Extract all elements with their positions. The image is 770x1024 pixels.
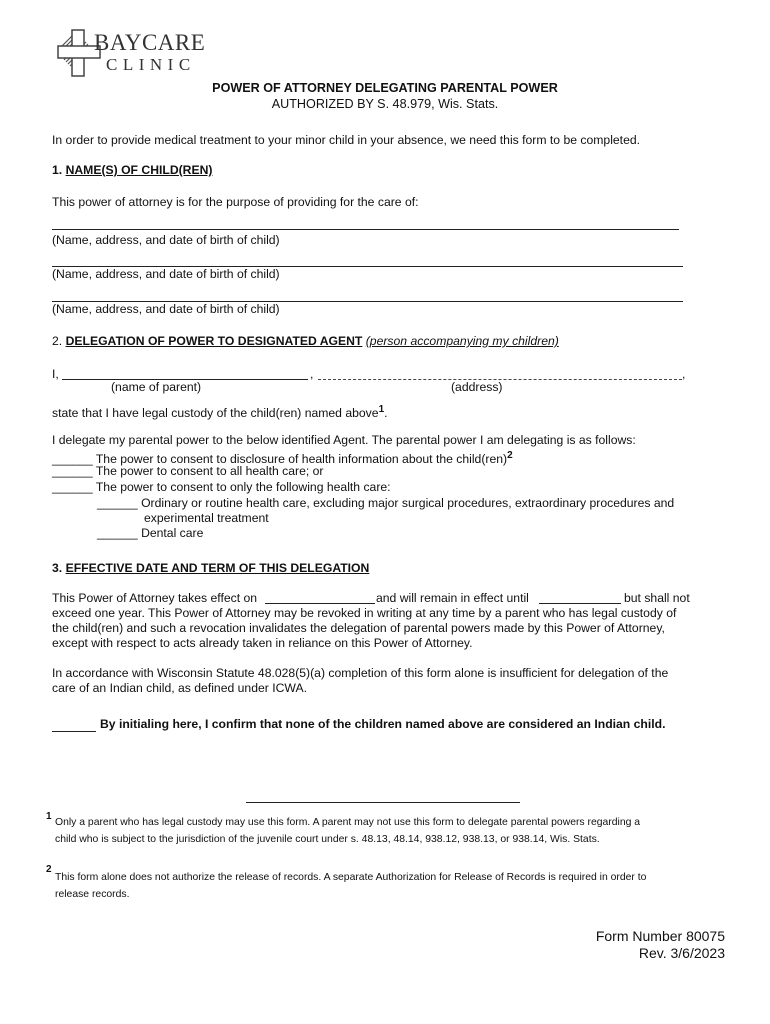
logo-text-clinic: CLINIC [106, 55, 196, 74]
section-2-note: (person accompanying my children) [365, 334, 559, 348]
page-subtitle: AUTHORIZED BY S. 48.979, Wis. Stats. [271, 97, 499, 111]
child-2-label: (Name, address, and date of birth of child) [52, 267, 280, 281]
icwa-confirm-text: By initialing here, I confirm that none of the children named above are considered an Indian child. [100, 717, 666, 731]
footnote-1-line-2: child who is subject to the jurisdiction of the juvenile court under s. 48.13, 48.14, 938.12, 938.13, or 938.14, Wis. Stats. [55, 834, 600, 845]
footnote-2-number: 2 [46, 864, 52, 875]
suboption-routine[interactable] [97, 496, 674, 511]
option-disclosure-text: The power to consent to disclosure of health information about the child(ren) [95, 452, 508, 466]
child-1-line[interactable] [52, 229, 679, 230]
option-following-care-text: The power to consent to only the following health care: [95, 480, 391, 494]
term-text-3: the child(ren) and such a revocation invalidates the delegation of parental powers made by this Power of Attorney, [52, 621, 665, 635]
custody-period: . [384, 406, 388, 420]
footnote-ref-1: 1 [378, 404, 385, 415]
section-3-title: EFFECTIVE DATE AND TERM OF THIS DELEGATION [65, 561, 370, 575]
suboption-dental-text: Dental care [141, 526, 204, 540]
footnote-1-line-1: Only a parent who has legal custody may use this form. A parent may not use this form to delegate parental powers regarding a [55, 817, 641, 828]
option-disclosure-blank[interactable]: ______ [52, 452, 93, 466]
page-title: POWER OF ATTORNEY DELEGATING PARENTAL POWER [212, 81, 558, 95]
effective-date-line[interactable] [265, 603, 375, 604]
section-2-number: 2. [52, 334, 63, 348]
footnote-ref-2: 2 [507, 450, 513, 461]
parent-comma: , [310, 367, 314, 381]
footnote-2-line-2: release records. [55, 889, 130, 900]
section-2-heading [52, 334, 559, 349]
initial-line[interactable] [52, 731, 96, 732]
suboption-routine-text: Ordinary or routine health care, excluding major surgical procedures, extraordinary procedures and [141, 496, 675, 510]
section-1-title: NAME(S) OF CHILD(REN) [65, 163, 213, 177]
child-3-label: (Name, address, and date of birth of child) [52, 302, 280, 316]
option-all-care-blank[interactable]: ______ [52, 464, 93, 478]
custody-statement [52, 402, 388, 421]
logo-text-baycare: BAYCARE [94, 30, 206, 55]
section-1-text: This power of attorney is for the purpose of providing for the care of: [52, 195, 419, 209]
end-date-line[interactable] [539, 603, 621, 604]
child-1-label: (Name, address, and date of birth of child) [52, 233, 280, 247]
section-3-heading [52, 561, 369, 576]
form-revision: Rev. 3/6/2023 [638, 945, 725, 961]
footnote-divider [246, 802, 520, 803]
parent-i-label: I, [52, 367, 59, 381]
baycare-logo [56, 28, 206, 80]
term-text-4: except with respect to acts already taken in reliance on this Power of Attorney. [52, 636, 473, 650]
intro-text: In order to provide medical treatment to your minor child in your absence, we need this form to be completed. [52, 133, 641, 147]
icwa-text-2: care of an Indian child, as defined under ICWA. [52, 681, 307, 695]
suboption-routine-cont: experimental treatment [144, 511, 269, 525]
option-following-care[interactable] [52, 480, 391, 495]
form-number: Form Number 80075 [595, 928, 725, 944]
effective-limit-text: but shall not [624, 591, 690, 605]
suboption-dental[interactable] [97, 526, 203, 541]
option-all-care[interactable] [52, 464, 323, 479]
option-all-care-text: The power to consent to all health care; or [95, 464, 324, 478]
delegate-text: I delegate my parental power to the below identified Agent. The parental power I am delegating is as follows: [52, 433, 636, 447]
footnote-2-line-1: This form alone does not authorize the release of records. A separate Authorization for Release of Records is required in order to [55, 872, 647, 883]
icwa-text-1: In accordance with Wisconsin Statute 48.028(5)(a) completion of this form alone is insufficient for delegation of the [52, 666, 669, 680]
footnote-1-number: 1 [46, 811, 52, 822]
section-2-title: DELEGATION OF POWER TO DESIGNATED AGENT [65, 334, 363, 348]
section-1-heading [52, 163, 212, 178]
parent-address-label: (address) [451, 380, 503, 394]
option-following-care-blank[interactable]: ______ [52, 480, 93, 494]
suboption-routine-blank[interactable]: ______ [97, 496, 138, 510]
suboption-dental-blank[interactable]: ______ [97, 526, 138, 540]
term-text-2: exceed one year. This Power of Attorney may be revoked in writing at any time by a parent who has legal custody of [52, 606, 677, 620]
effective-until-text: and will remain in effect until [376, 591, 529, 605]
address-comma: , [682, 367, 686, 381]
parent-name-label: (name of parent) [111, 380, 202, 394]
effective-start-text: This Power of Attorney takes effect on [52, 591, 258, 605]
custody-text: state that I have legal custody of the child(ren) named above [52, 406, 379, 420]
section-3-number: 3. [52, 561, 63, 575]
section-1-number: 1. [52, 163, 63, 177]
